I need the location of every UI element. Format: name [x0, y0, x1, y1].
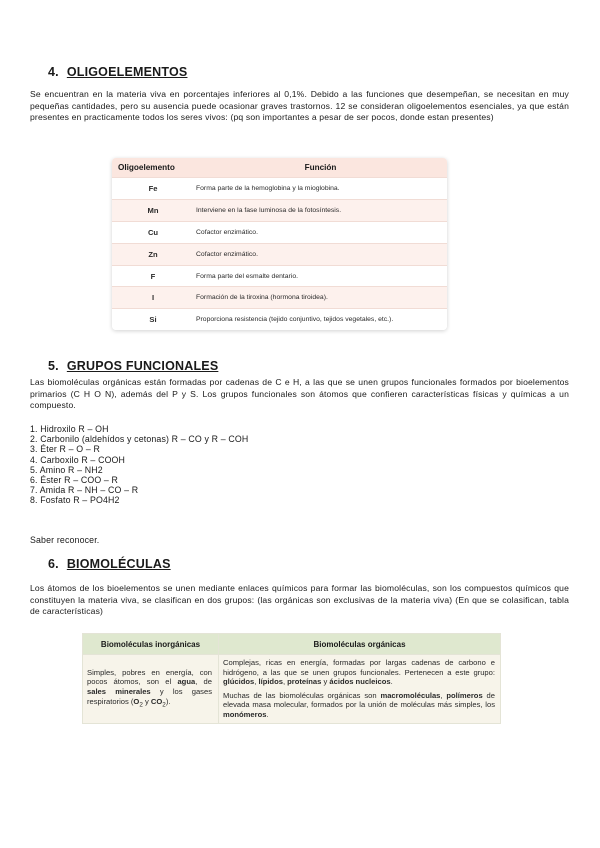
table-row [112, 265, 447, 287]
table-row [112, 287, 447, 309]
function-cell: Formación de la tiroxina (hormona tiroidea). [194, 287, 447, 309]
element-cell: Fe [112, 178, 194, 200]
cell-text: , [254, 677, 259, 687]
cell-bold-text: O [133, 696, 140, 706]
table-row [112, 199, 447, 221]
list-item: 3. Éter R – O – R [30, 444, 101, 455]
grupos-funcionales-paragraph: Las biomoléculas orgánicas están formadas por cadenas de C e H, a las que se unen grupos funcionales formados por bioelementos primarios (C H O N), además del P y S. Los grupos funcionales son átomos que confieren características físicas y químicas a un compuesto. [30, 377, 569, 411]
cell-bold-text: sales minerales [87, 687, 151, 697]
cell-text: y los gases respiratorios ( [87, 687, 212, 706]
organicas-paragraph-1 [223, 658, 495, 687]
section-number: 6. [48, 557, 59, 571]
oligoelementos-paragraph: Se encuentran en la materia viva en porcentajes inferiores al 0,1%. Debido a las funciones que desempeñan, se necesitan en muy pequeñas cantidades, pero su ausencia puede ocasionar graves trastornos. 12 se consideran oligoelementos esenciales, ya que están presentes en practicamente todos los seres vivos: (pq son importantes a pesar de ser pocos, donde estan presentes) [30, 89, 569, 123]
table-row [112, 221, 447, 243]
function-cell: Proporciona resistencia (tejido conjuntivo, tejidos vegetales, etc.). [194, 309, 447, 330]
element-cell: I [112, 287, 194, 309]
table-header-row [83, 634, 501, 655]
cell-bold-text: polímeros [446, 690, 483, 700]
inorganicas-cell [83, 655, 219, 724]
cell-bold-text: agua [177, 677, 196, 687]
header-funcion: Función [194, 158, 447, 178]
section-title: OLIGOELEMENTOS [66, 65, 188, 79]
list-item: 1. Hidroxilo R – OH [30, 424, 109, 434]
function-cell: Forma parte de la hemoglobina y la mioglobina. [194, 178, 447, 200]
header-oligoelemento: Oligoelemento [112, 158, 194, 178]
section-heading-grupos-funcionales [48, 359, 218, 373]
section-number: 4. [48, 65, 59, 79]
study-note: Saber reconocer. [30, 535, 100, 545]
cell-bold-text: monómeros [223, 709, 267, 719]
table-header-row [112, 158, 447, 178]
list-item: 7. Amida R – NH – CO – R [30, 485, 139, 496]
cell-text: , de [195, 677, 212, 687]
header-inorganicas: Biomoléculas inorgánicas [83, 634, 219, 655]
table-row [112, 243, 447, 265]
section-number: 5. [48, 359, 59, 373]
cell-text: y [142, 696, 151, 706]
organicas-cell [219, 655, 501, 724]
element-cell: Mn [112, 199, 194, 221]
biomoleculas-table [82, 633, 501, 724]
function-cell: Cofactor enzimático. [194, 243, 447, 265]
cell-text: , [282, 677, 288, 687]
section-title: GRUPOS FUNCIONALES [66, 359, 219, 373]
table-row [112, 178, 447, 200]
list-item: 6. Éster R – COO – R [30, 475, 119, 486]
biomoleculas-paragraph: Los átomos de los bioelementos se unen mediante enlaces químicos para formar las biomoléculas, son los compuestos químicos que constituyen la materia viva, se clasifican en dos grupos: (las orgánicas son exclusivas de la materia viva) (En que se colasifican, tabla de características) [30, 583, 569, 617]
subscript: 2 [162, 701, 166, 709]
organicas-paragraph-2 [223, 691, 495, 720]
function-cell: Cofactor enzimático. [194, 221, 447, 243]
function-cell: Forma parte del esmalte dentario. [194, 265, 447, 287]
list-item: 5. Amino R – NH2 [30, 464, 103, 475]
cell-bold-text: proteínas [287, 677, 322, 687]
cell-text: . [266, 709, 269, 719]
list-item: 4. Carboxilo R – COOH [30, 454, 126, 465]
cell-text: y [321, 677, 330, 687]
table-row [112, 309, 447, 330]
section-heading-biomoleculas [48, 557, 171, 571]
function-cell: Interviene en la fase luminosa de la fotosíntesis. [194, 199, 447, 221]
cell-bold-text: ácidos nucleicos [329, 677, 391, 687]
section-heading-oligoelementos [48, 65, 187, 79]
functional-groups-list [30, 424, 248, 506]
cell-bold-text: glúcidos [223, 677, 255, 687]
cell-text: Muchas de las biomoléculas orgánicas son [223, 690, 381, 700]
cell-text: , [440, 690, 447, 700]
oligoelementos-table [112, 158, 447, 330]
list-item: 2. Carbonilo (aldehídos y cetonas) R – CO y R – COH [30, 434, 249, 445]
element-cell: Cu [112, 221, 194, 243]
cell-text: . [390, 677, 393, 687]
element-cell: F [112, 265, 194, 287]
list-item: 8. Fosfato R – PO4H2 [30, 495, 120, 506]
cell-text: de elevada masa molecular, formados por la unión de moléculas más simples, los [223, 690, 495, 710]
cell-bold-text: lípidos [258, 677, 283, 687]
element-cell: Zn [112, 243, 194, 265]
cell-text: ). [165, 696, 171, 706]
cell-bold-text: macromoléculas [380, 690, 441, 700]
cell-text: Complejas, ricas en energía, formadas por largas cadenas de carbono e hidrógeno, a las que se unen grupos funcionales. Pertenecen a este grupo: [223, 658, 495, 677]
subscript: 2 [139, 701, 143, 709]
section-title: BIOMOLÉCULAS [66, 557, 171, 571]
header-organicas: Biomoléculas orgánicas [219, 634, 501, 655]
element-cell: Si [112, 309, 194, 330]
cell-bold-text: CO [150, 696, 163, 706]
cell-text: Simples, pobres en energía, con pocos átomos, son el [87, 667, 212, 687]
table-row [83, 655, 501, 724]
